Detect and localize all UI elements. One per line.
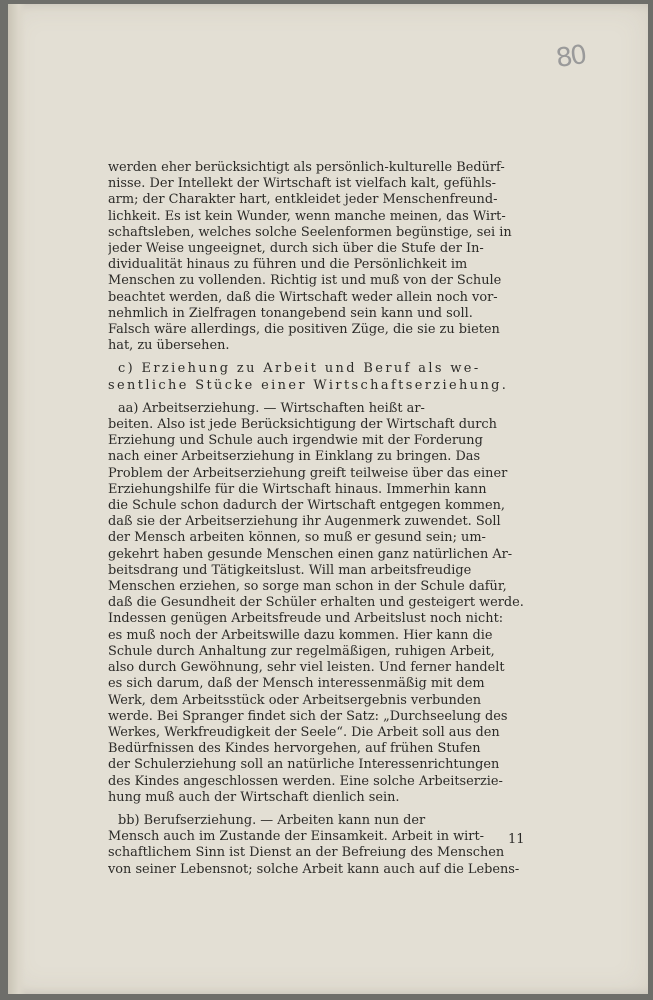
page-binding-shadow (8, 4, 26, 994)
text-line: hat, zu übersehen. (108, 338, 230, 354)
text-line: beitsdrang und Tätigkeitslust. Will man arbeitsfreudige (108, 562, 472, 578)
text-line: dividualität hinaus zu führen und die Persönlichkeit im (108, 257, 468, 273)
text-line: Werk, dem Arbeitsstück oder Arbeitsergebnis verbunden (108, 692, 482, 708)
text-line: Werkes, Werkfreudigkeit der Seele“. Die Arbeit soll aus den (108, 724, 500, 740)
text-line: werde. Bei Spranger findet sich der Satz: „Durchseelung des (108, 708, 508, 724)
paragraph-gap (108, 354, 528, 361)
text-line: nach einer Arbeitserziehung in Einklang zu bringen. Das (108, 449, 481, 465)
handwritten-page-mark: 80 (554, 40, 588, 74)
paragraph-gap (108, 394, 528, 401)
paragraph (108, 401, 528, 806)
paragraph (108, 361, 528, 393)
text-line: Mensch auch im Zustande der Einsamkeit. Arbeit in wirt- (108, 829, 484, 845)
text-line: es muß noch der Arbeitswille dazu kommen. Hier kann die (108, 627, 493, 643)
text-line: Falsch wäre allerdings, die positiven Züge, die sie zu bieten (108, 322, 500, 338)
paragraph-gap (108, 806, 528, 813)
text-line: Menschen zu vollenden. Richtig ist und muß von der Schule (108, 273, 502, 289)
text-line: nehmlich in Zielfragen tonangebend sein kann und soll. (108, 305, 473, 321)
page-number: 11 (508, 832, 525, 847)
text-line: Schule durch Anhaltung zur regelmäßigen, ruhigen Arbeit, (108, 643, 495, 659)
text-line: daß die Gesundheit der Schüler erhalten und gesteigert werde. (108, 595, 524, 611)
text-line: sentliche Stücke einer Wirtschaftserziehung. (108, 377, 509, 393)
text-line: Bedürfnissen des Kindes hervorgehen, auf frühen Stufen (108, 741, 481, 757)
text-line: gekehrt haben gesunde Menschen einen ganz natürlichen Ar- (108, 546, 513, 562)
text-line: der Schulerziehung soll an natürliche Interessenrichtungen (108, 757, 500, 773)
paragraph (108, 160, 528, 354)
text-line: des Kindes angeschlossen werden. Eine solche Arbeitserzie- (108, 773, 503, 789)
text-line: die Schule schon dadurch der Wirtschaft entgegen kommen, (108, 498, 505, 514)
text-line: Erziehungshilfe für die Wirtschaft hinaus. Immerhin kann (108, 481, 487, 497)
text-line: schaftlichem Sinn ist Dienst an der Befreiung des Menschen (108, 845, 505, 861)
text-line: Erziehung und Schule auch irgendwie mit der Forderung (108, 433, 483, 449)
text-line: es sich darum, daß der Mensch interessenmäßig mit dem (108, 676, 485, 692)
text-line: daß sie der Arbeitserziehung ihr Augenmerk zuwendet. Soll (108, 514, 501, 530)
body-text (108, 160, 528, 878)
text-line: Problem der Arbeitserziehung greift teilweise über das einer (108, 465, 508, 481)
text-line: Indessen genügen Arbeitsfreude und Arbeitslust noch nicht: (108, 611, 504, 627)
text-line: also durch Gewöhnung, sehr viel leisten. Und ferner handelt (108, 660, 505, 676)
text-line: nisse. Der Intellekt der Wirtschaft ist vielfach kalt, gefühls- (108, 176, 496, 192)
text-line: c) Erziehung zu Arbeit und Beruf als we- (118, 361, 481, 377)
text-line: beachtet werden, daß die Wirtschaft weder allein noch vor- (108, 289, 498, 305)
text-line: arm; der Charakter hart, entkleidet jeder Menschenfreund- (108, 192, 498, 208)
text-line: werden eher berücksichtigt als persönlich-kulturelle Bedürf- (108, 160, 505, 175)
text-line: aa) Arbeitserziehung. — Wirtschaften heißt ar- (118, 400, 425, 416)
text-line: bb) Berufserziehung. — Arbeiten kann nun der (118, 812, 426, 828)
text-line: von seiner Lebensnot; solche Arbeit kann auch auf die Lebens- (108, 861, 520, 877)
text-line: Menschen erziehen, so sorge man schon in der Schule dafür, (108, 579, 507, 595)
text-line: beiten. Also ist jede Berücksichtigung der Wirtschaft durch (108, 417, 497, 433)
text-line: der Mensch arbeiten können, so muß er gesund sein; um- (108, 530, 486, 546)
text-line: schaftsleben, welches solche Seelenformen begünstige, sei in (108, 224, 512, 240)
text-line: lichkeit. Es ist kein Wunder, wenn manche meinen, das Wirt- (108, 208, 506, 224)
text-line: hung muß auch der Wirtschaft dienlich sein. (108, 789, 400, 805)
text-line: jeder Weise ungeeignet, durch sich über die Stufe der In- (108, 241, 484, 257)
paragraph (108, 813, 528, 878)
